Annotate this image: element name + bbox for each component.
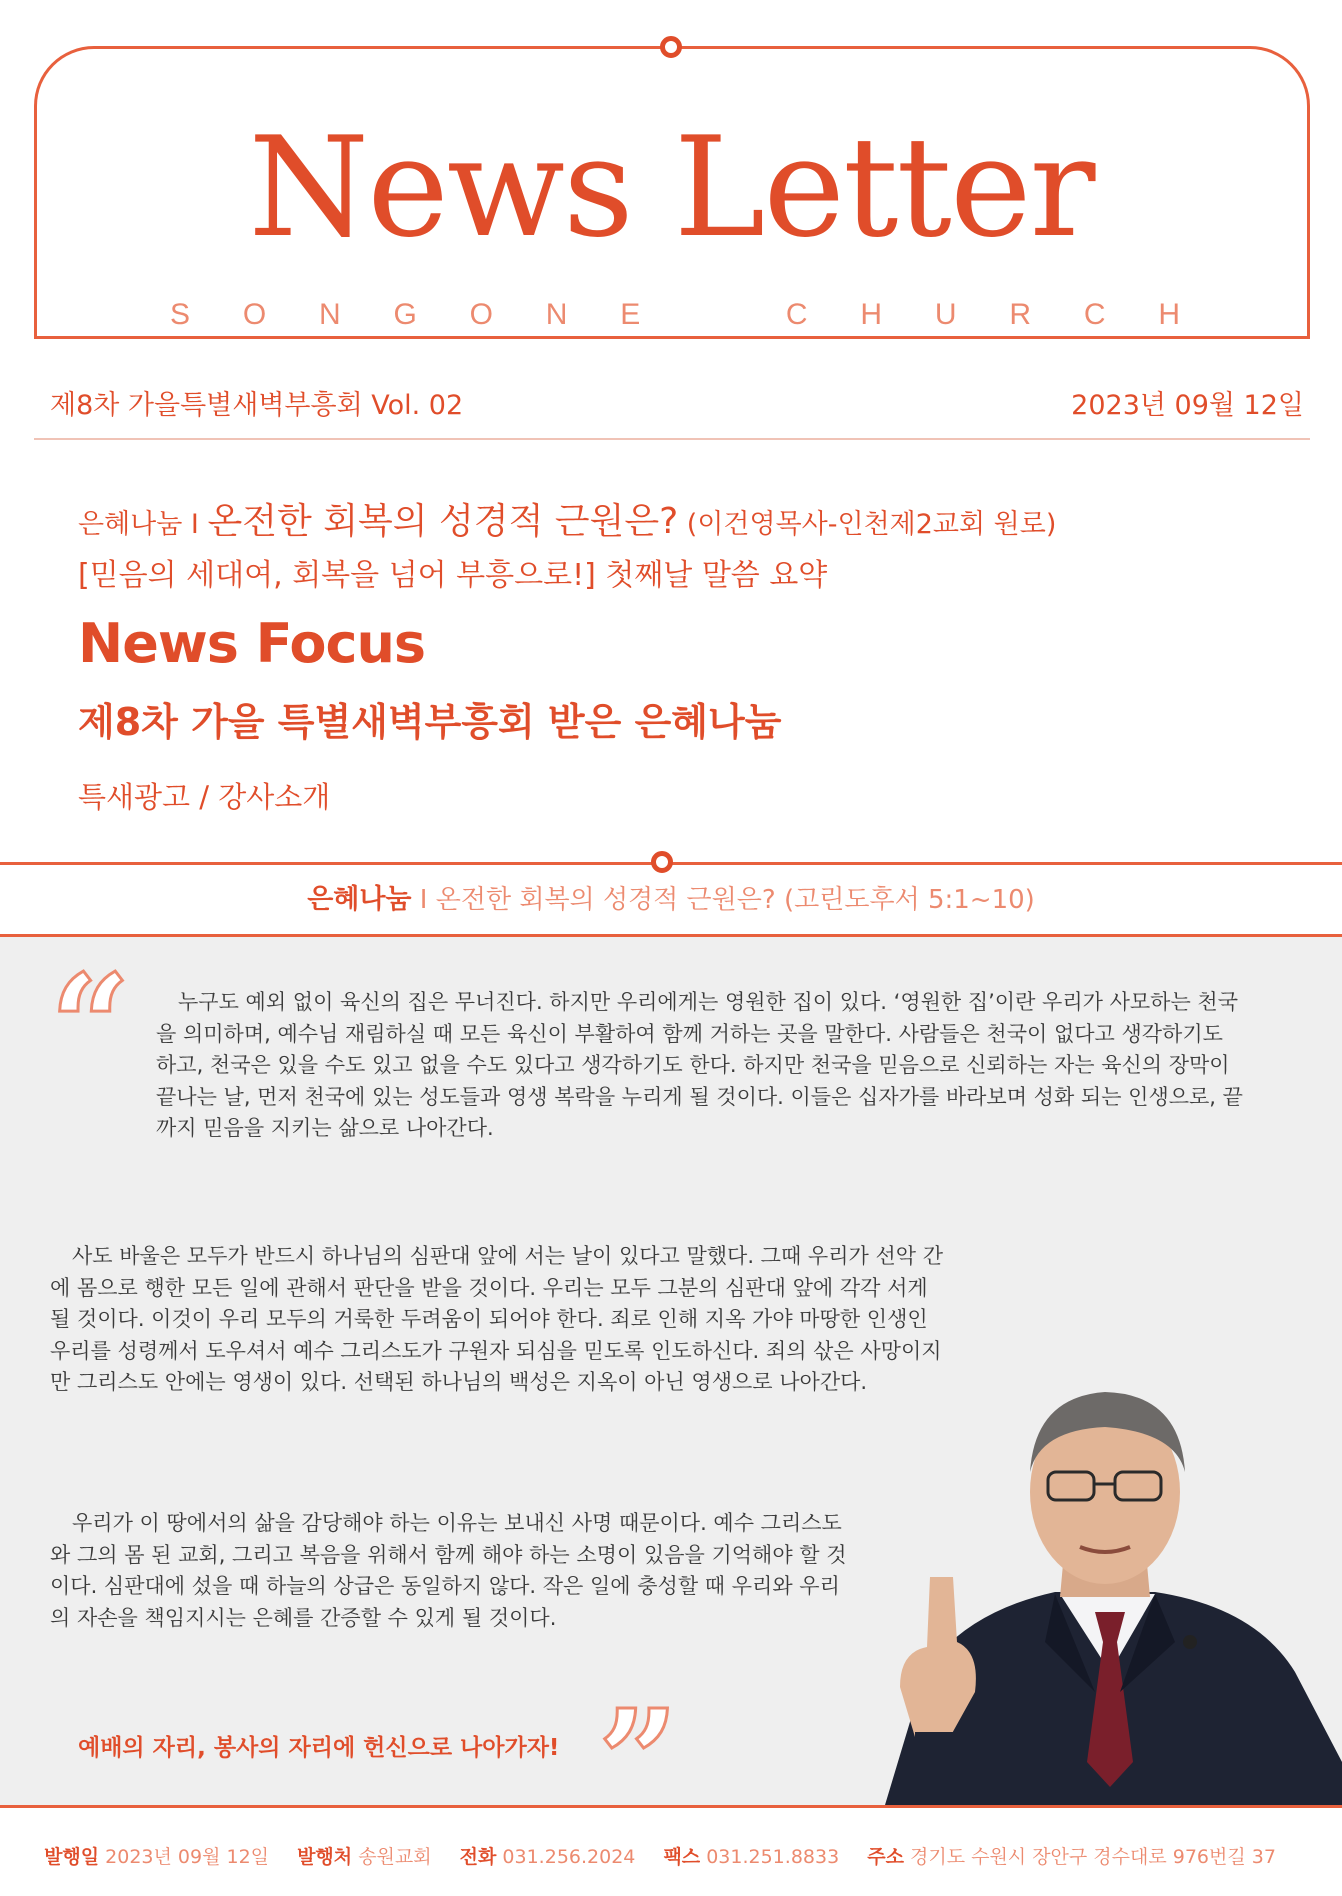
subtitle-letter: E [620, 298, 641, 331]
footer-phone-value: 031.256.2024 [502, 1846, 636, 1868]
subtitle-letter: H [1158, 298, 1180, 331]
footer-divider [0, 1805, 1342, 1808]
section-title: I 온전한 회복의 성경적 근원은? (고린도후서 5:1~10) [411, 885, 1035, 915]
article-panel [0, 937, 1342, 1805]
footer-fax-label: 팩스 [663, 1846, 701, 1868]
contents-extra: 특새광고 / 강사소개 [78, 780, 331, 814]
open-quote-icon: “ [50, 945, 131, 1109]
footer-date-label: 발행일 [44, 1846, 100, 1868]
subtitle-letter: N [318, 298, 341, 331]
frame-ring-ornament [660, 36, 682, 58]
speaker-photo [855, 1342, 1342, 1805]
article-paragraph-3-text: 우리가 이 땅에서의 삶을 감당해야 하는 이유는 보내신 사명 때문이다. 예수 그리스도와 그의 몸 된 교회, 그리고 복음을 위해서 함께 해야 하는 소명이 있음을 기억해야 할 것이다. 심판대에 섰을 때 하늘의 상급은 동일하지 않다. 작은 일에 충성할 때 우리와 우리의 자손을 책임지시는 은혜를 간증할 수 있게 될 것이다. [50, 1511, 847, 1630]
article-slogan: 예배의 자리, 봉사의 자리에 헌신으로 나아가자! [78, 1735, 560, 1761]
subtitle-letter: R [1009, 298, 1032, 331]
contents-speaker: (이건영목사-인천제2교회 원로) [678, 509, 1057, 540]
footer-fax-value: 031.251.8833 [706, 1846, 840, 1868]
subtitle-letter: H [860, 298, 883, 331]
subtitle-letter: C [1083, 298, 1106, 331]
article-paragraph-1 [156, 987, 1246, 1145]
section-label: 은혜나눔 [307, 884, 412, 915]
footer-address-value: 경기도 수원시 장안구 경수대로 976번길 37 [909, 1846, 1276, 1868]
section-ring-ornament [651, 851, 673, 873]
issue-label: 제8차 가을특별새벽부흥회 Vol. 02 [50, 390, 464, 421]
news-focus-subtitle: 제8차 가을 특별새벽부흥회 받은 은혜나눔 [78, 700, 782, 744]
subtitle-letter: G [393, 298, 417, 331]
contents-category: 은혜나눔 I [78, 509, 208, 540]
subtitle-letter: U [934, 298, 957, 331]
church-name-spaced [170, 298, 1180, 332]
subtitle-letter: O [242, 298, 267, 331]
header-divider [34, 336, 1310, 339]
issue-date: 2023년 09월 12일 [1071, 390, 1304, 421]
contents-line-2: [믿음의 세대여, 회복을 넘어 부흥으로!] 첫째날 말씀 요약 [78, 558, 828, 593]
close-quote-icon: ” [598, 1680, 679, 1805]
footer-info [0, 1842, 1342, 1869]
newsletter-title: News Letter [248, 107, 1094, 268]
subtitle-gap [693, 298, 733, 332]
subtitle-letter: C [785, 298, 808, 331]
footer-publisher-label: 발행처 [297, 1846, 353, 1868]
article-paragraph-3 [50, 1508, 860, 1634]
subtitle-letter: O [469, 298, 493, 331]
news-focus-title: News Focus [78, 612, 426, 675]
footer-phone-label: 전화 [459, 1846, 497, 1868]
subtitle-letter: S [170, 298, 191, 331]
contents-headline: 온전한 회복의 성경적 근원은? [207, 501, 679, 542]
footer-date-value: 2023년 09월 12일 [105, 1846, 270, 1868]
subtitle-letter: N [545, 298, 568, 331]
article-paragraph-1-text: 누구도 예외 없이 육신의 집은 무너진다. 하지만 우리에게는 영원한 집이 있다. ‘영원한 집’이란 우리가 사모하는 천국을 의미하며, 예수님 재림하실 때 모든 육신이 부활하여 함께 거하는 곳을 말한다. 사람들은 천국이 없다고 생각하기도 하고, 천국은 있을 수도 있고 없을 수도 있다고 생각하기도 한다. 하지만 천국을 믿음으로 신뢰하는 자는 육신의 장막이 끝나는 날, 먼저 천국에 있는 성도들과 영생 복락을 누리게 될 것이다. 이들은 십자가를 바라보며 성화 되는 인생으로, 끝까지 믿음을 지키는 삶으로 나아간다. [156, 990, 1243, 1140]
article-paragraph-2 [50, 1241, 950, 1399]
footer-publisher-value: 송원교회 [358, 1846, 432, 1868]
footer-address-label: 주소 [867, 1846, 904, 1868]
contents-line-1 [78, 493, 1056, 544]
section-heading [0, 877, 1342, 916]
article-paragraph-2-text: 사도 바울은 모두가 반드시 하나님의 심판대 앞에 서는 날이 있다고 말했다. 그때 우리가 선악 간에 몸으로 행한 모든 일에 관해서 판단을 받을 것이다. 우리는 모두 그분의 심판대 앞에 각각 서게 될 것이다. 이것이 우리 모두의 거룩한 두려움이 되어야 한다. 죄로 인해 지옥 가야 마땅한 인생인 우리를 성령께서 도우셔서 예수 그리스도가 구원자 되심을 믿도록 인도하신다. 죄의 삯은 사망이지만 그리스도 안에는 영생이 있다. 선택된 하나님의 백성은 지옥이 아닌 영생으로 나아간다. [50, 1244, 943, 1394]
meta-divider [34, 438, 1310, 440]
